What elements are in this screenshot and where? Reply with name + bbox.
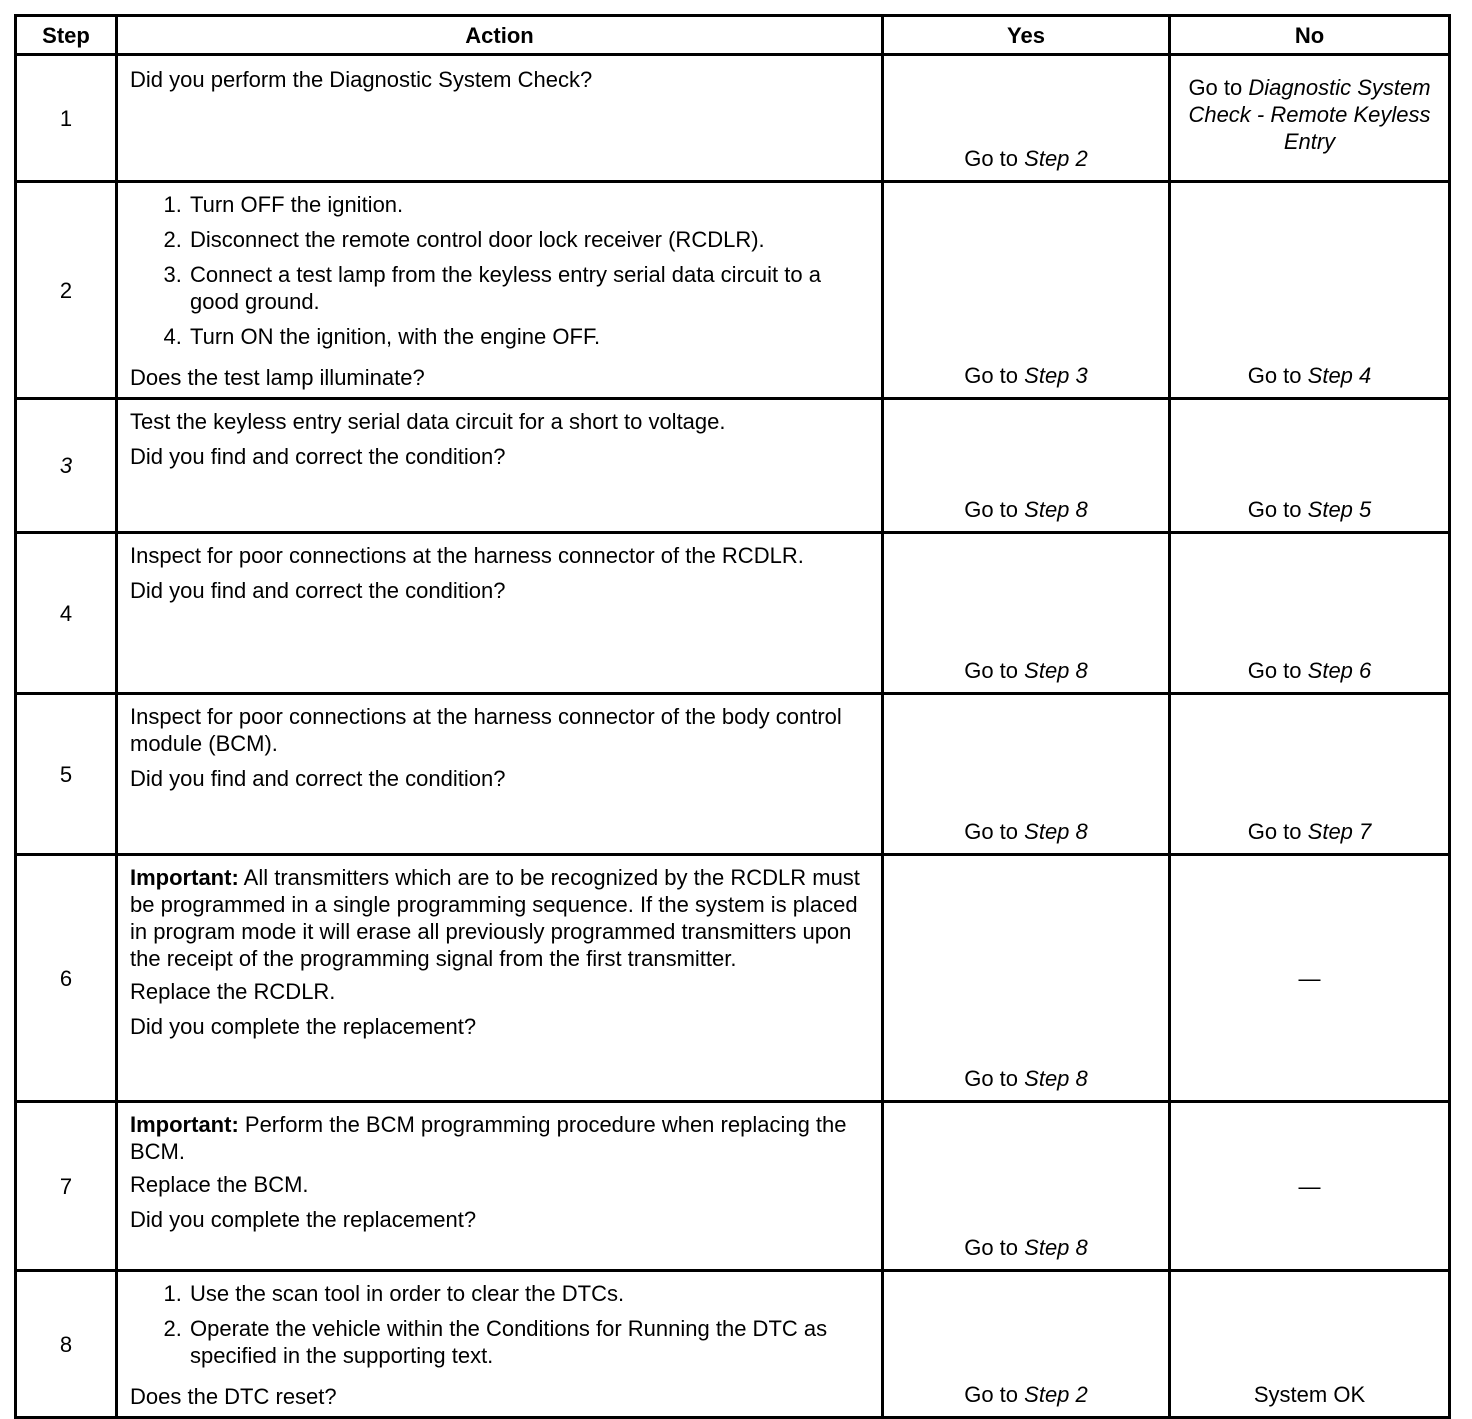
action-step-item: 1. Use the scan tool in order to clear the DTCs. — [188, 1280, 869, 1307]
action-question: Did you find and correct the condition? — [130, 444, 506, 469]
action-text: Inspect for poor connections at the harness connector of the RCDLR. — [130, 543, 804, 568]
important-note — [130, 1111, 869, 1165]
yes-target: Step 8 — [1024, 497, 1088, 522]
action-text: Replace the BCM. — [130, 1172, 309, 1197]
go-to-label: Go to — [1247, 658, 1302, 683]
go-to-label: Go to — [964, 1066, 1019, 1091]
header-yes: Yes — [883, 16, 1170, 55]
table-row — [16, 694, 1450, 855]
action-cell — [117, 182, 883, 399]
action-step-item: 3. Connect a test lamp from the keyless entry serial data circuit to a good ground. — [188, 261, 869, 315]
go-to-label: Go to — [1247, 363, 1302, 388]
yes-target: Step 8 — [1024, 1235, 1088, 1260]
header-no: No — [1170, 16, 1450, 55]
go-to-label: Go to — [1188, 75, 1243, 100]
no-cell — [1170, 694, 1450, 855]
important-label: Important: — [130, 1112, 239, 1137]
yes-cell — [883, 855, 1170, 1102]
action-question: Does the DTC reset? — [130, 1384, 337, 1409]
step-number: 2 — [16, 182, 117, 399]
go-to-label: Go to — [1247, 497, 1302, 522]
go-to-label: Go to — [964, 497, 1019, 522]
step-number: 5 — [16, 694, 117, 855]
action-question: Did you find and correct the condition? — [130, 766, 506, 791]
action-cell — [117, 1102, 883, 1271]
table-row — [16, 182, 1450, 399]
important-note — [130, 864, 869, 972]
table-row — [16, 399, 1450, 533]
action-question: Did you perform the Diagnostic System Check? — [130, 67, 593, 92]
action-cell — [117, 1271, 883, 1418]
no-cell — [1170, 855, 1450, 1102]
step-number: 8 — [16, 1271, 117, 1418]
no-cell — [1170, 55, 1450, 182]
step-number: 4 — [16, 533, 117, 694]
yes-cell — [883, 1271, 1170, 1418]
no-result: System OK — [1253, 1382, 1366, 1407]
yes-cell — [883, 182, 1170, 399]
action-step-item: 2. Operate the vehicle within the Conditions for Running the DTC as specified in the supporting text. — [188, 1315, 869, 1369]
table-row — [16, 1271, 1450, 1418]
step-number: 7 — [16, 1102, 117, 1271]
no-cell — [1170, 533, 1450, 694]
table-row — [16, 533, 1450, 694]
step-number: 1 — [16, 55, 117, 182]
go-to-label: Go to — [1247, 819, 1302, 844]
no-dash: — — [1298, 1173, 1321, 1199]
go-to-label: Go to — [964, 658, 1019, 683]
action-steps — [130, 1280, 869, 1377]
step-number: 3 — [16, 399, 117, 533]
header-step: Step — [16, 16, 117, 55]
action-step-item: 1. Turn OFF the ignition. — [188, 191, 869, 218]
diagnostic-table — [14, 14, 1451, 1419]
table-row — [16, 55, 1450, 182]
yes-cell — [883, 694, 1170, 855]
no-cell — [1170, 1102, 1450, 1271]
important-text: Perform the BCM programming procedure when replacing the BCM. — [130, 1112, 847, 1164]
go-to-label: Go to — [964, 363, 1019, 388]
action-question: Did you complete the replacement? — [130, 1207, 477, 1232]
action-text: Test the keyless entry serial data circuit for a short to voltage. — [130, 409, 726, 434]
action-text: Replace the RCDLR. — [130, 979, 336, 1004]
yes-target: Step 3 — [1024, 363, 1088, 388]
header-row — [16, 16, 1450, 55]
action-cell — [117, 855, 883, 1102]
no-target: Step 5 — [1307, 497, 1372, 522]
header-action: Action — [117, 16, 883, 55]
no-target: Step 4 — [1307, 363, 1372, 388]
yes-target: Step 8 — [1024, 658, 1088, 683]
yes-target: Step 2 — [1024, 146, 1088, 171]
action-cell — [117, 55, 883, 182]
action-step-item: 2. Disconnect the remote control door lock receiver (RCDLR). — [188, 226, 869, 253]
action-steps — [130, 191, 869, 358]
no-target: Diagnostic System Check - Remote Keyless Entry — [1188, 75, 1431, 154]
yes-target: Step 2 — [1024, 1382, 1088, 1407]
go-to-label: Go to — [964, 1235, 1019, 1260]
no-dash: — — [1298, 965, 1321, 991]
yes-cell — [883, 399, 1170, 533]
action-step-item: 4. Turn ON the ignition, with the engine OFF. — [188, 323, 869, 350]
action-cell — [117, 533, 883, 694]
no-target: Step 7 — [1307, 819, 1372, 844]
action-cell — [117, 694, 883, 855]
action-question: Did you complete the replacement? — [130, 1014, 477, 1039]
no-cell — [1170, 182, 1450, 399]
yes-cell — [883, 1102, 1170, 1271]
important-text: All transmitters which are to be recognized by the RCDLR must be programmed in a single programming sequence. If the system is placed in program mode it will erase all previously programmed transmitters upon the receipt of the programming signal from the first transmitter. — [130, 865, 860, 971]
yes-target: Step 8 — [1024, 819, 1088, 844]
action-question: Did you find and correct the condition? — [130, 578, 506, 603]
go-to-label: Go to — [964, 819, 1019, 844]
no-cell — [1170, 399, 1450, 533]
action-question: Does the test lamp illuminate? — [130, 365, 425, 390]
action-text: Inspect for poor connections at the harness connector of the body control module (BCM). — [130, 704, 842, 756]
table-row — [16, 855, 1450, 1102]
action-cell — [117, 399, 883, 533]
go-to-label: Go to — [964, 1382, 1019, 1407]
no-cell — [1170, 1271, 1450, 1418]
important-label: Important: — [130, 865, 239, 890]
table-row — [16, 1102, 1450, 1271]
step-number: 6 — [16, 855, 117, 1102]
yes-target: Step 8 — [1024, 1066, 1088, 1091]
yes-cell — [883, 55, 1170, 182]
go-to-label: Go to — [964, 146, 1019, 171]
no-target: Step 6 — [1307, 658, 1372, 683]
yes-cell — [883, 533, 1170, 694]
